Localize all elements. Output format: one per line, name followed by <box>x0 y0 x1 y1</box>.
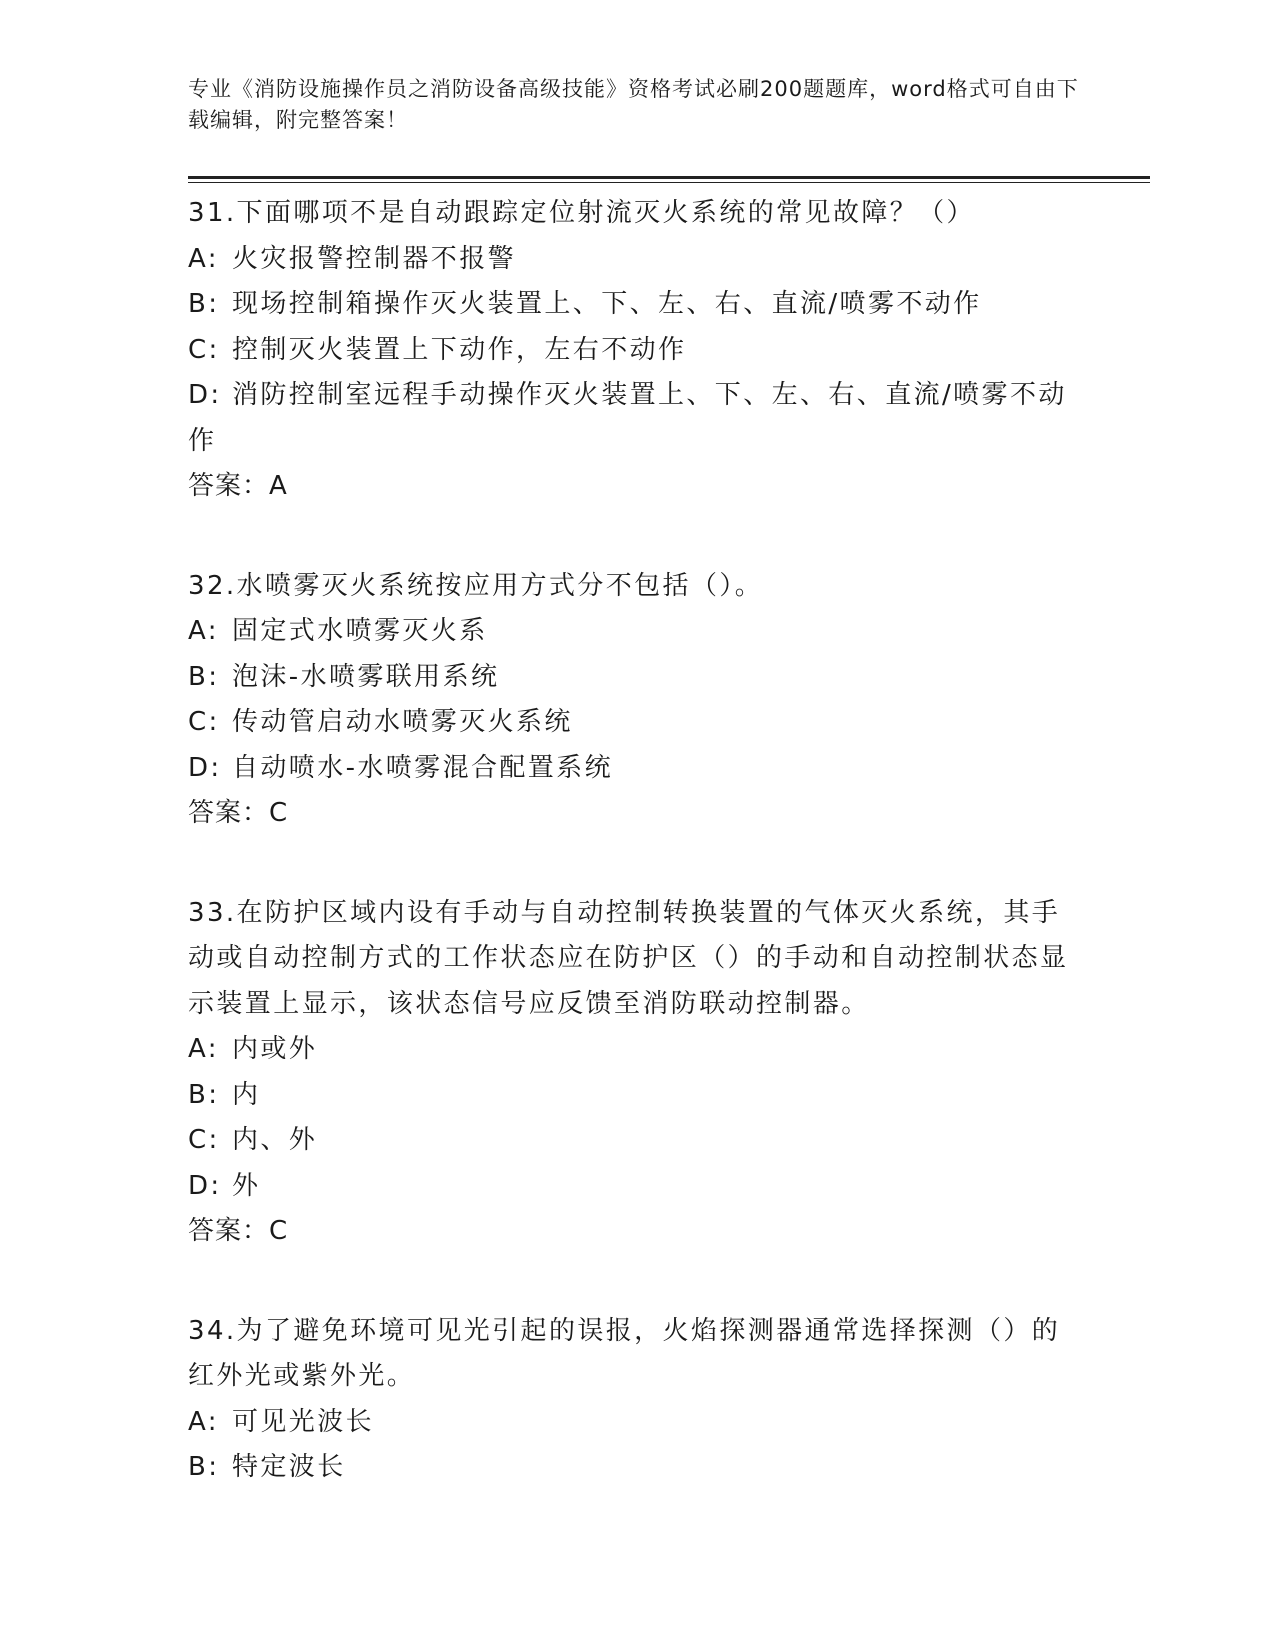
question-stem: 33.在防护区域内设有手动与自动控制转换装置的气体灭火系统，其手动或自动控制方式的工作状态应在防护区（）的手动和自动控制状态显示装置上显示，该状态信号应反馈至消防联动控制器。 <box>188 897 1069 1019</box>
answer-value: A <box>269 471 288 501</box>
answer-value: C <box>269 798 289 828</box>
option-letter: A: <box>188 616 219 646</box>
option-text: 外 <box>232 1170 261 1201</box>
option-letter: D: <box>188 752 222 783</box>
option-d <box>188 373 1088 464</box>
question-stem: 31.下面哪项不是自动跟踪定位射流灭火系统的常见故障？（） <box>188 198 975 228</box>
option-letter: B: <box>188 661 220 692</box>
option-letter: D: <box>188 1170 222 1201</box>
option-letter: B: <box>188 289 220 319</box>
option-d <box>188 746 1088 792</box>
answer-line <box>188 464 1088 510</box>
option-letter: B: <box>188 1452 220 1482</box>
question-stem: 32.水喷雾灭火系统按应用方式分不包括（）。 <box>188 570 764 601</box>
option-text: 控制灭火装置上下动作，左右不动作 <box>232 334 687 365</box>
option-b <box>188 655 1088 701</box>
option-letter: B: <box>188 1079 220 1110</box>
option-b <box>188 282 1088 328</box>
answer-label: 答案： <box>188 798 270 828</box>
answer-value: C <box>269 1216 289 1246</box>
option-text: 现场控制箱操作灭火装置上、下、左、右、直流/喷雾不动作 <box>232 289 982 319</box>
option-a <box>188 237 1088 283</box>
option-b <box>188 1073 1088 1119</box>
option-a <box>188 1027 1088 1073</box>
option-text: 自动喷水-水喷雾混合配置系统 <box>232 752 613 783</box>
document-header: 专业《消防设施操作员之消防设备高级技能》资格考试必刷200题题库，word格式可自由下载编辑，附完整答案！ <box>188 77 1079 132</box>
option-c <box>188 328 1088 374</box>
question-stem: 34.为了避免环境可见光引起的误报，火焰探测器通常选择探测（）的红外光或紫外光。 <box>188 1315 1061 1391</box>
question-34 <box>188 1309 1088 1491</box>
option-a <box>188 609 1088 655</box>
option-letter: C: <box>188 707 220 737</box>
option-text: 内或外 <box>232 1034 318 1064</box>
option-letter: A: <box>188 1406 219 1437</box>
option-b <box>188 1445 1088 1491</box>
option-text: 可见光波长 <box>232 1406 375 1437</box>
option-letter: D: <box>188 380 222 410</box>
answer-label: 答案： <box>188 1216 270 1246</box>
option-text: 固定式水喷雾灭火系 <box>232 616 488 646</box>
question-32 <box>188 564 1088 837</box>
header-divider-thin <box>188 182 1150 183</box>
option-text: 内、外 <box>232 1125 318 1155</box>
option-a <box>188 1400 1088 1446</box>
answer-line <box>188 1209 1088 1255</box>
option-text: 特定波长 <box>232 1452 346 1482</box>
question-33 <box>188 891 1088 1255</box>
option-letter: C: <box>188 334 220 365</box>
option-text: 消防控制室远程手动操作灭火装置上、下、左、右、直流/喷雾不动作 <box>188 380 1067 456</box>
option-c <box>188 1118 1088 1164</box>
question-list <box>188 191 1088 1545</box>
option-text: 传动管启动水喷雾灭火系统 <box>232 707 573 737</box>
option-text: 内 <box>232 1079 261 1110</box>
answer-line <box>188 791 1088 837</box>
option-c <box>188 700 1088 746</box>
option-d <box>188 1164 1088 1210</box>
option-text: 火灾报警控制器不报警 <box>232 243 517 274</box>
option-letter: A: <box>188 1034 219 1064</box>
option-text: 泡沫-水喷雾联用系统 <box>232 661 500 692</box>
option-letter: C: <box>188 1125 220 1155</box>
answer-label: 答案： <box>188 471 270 501</box>
header-divider-thick <box>188 176 1150 179</box>
option-letter: A: <box>188 243 219 274</box>
question-31 <box>188 191 1088 510</box>
